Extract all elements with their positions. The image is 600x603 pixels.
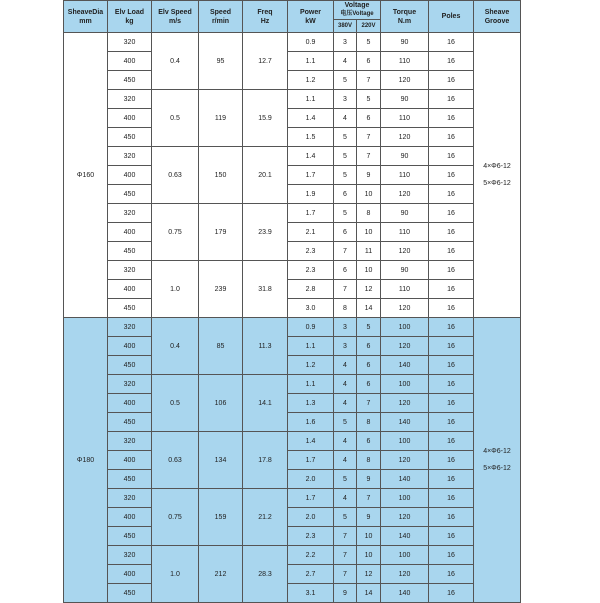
table-row <box>64 261 521 280</box>
table-row <box>64 223 521 242</box>
elv-load-cell: 450 <box>108 413 152 432</box>
table-row <box>64 356 521 375</box>
freq-cell: 12.7 <box>243 33 288 90</box>
table-header <box>64 1 521 33</box>
poles-cell: 16 <box>429 546 474 565</box>
table-row <box>64 470 521 489</box>
poles-cell: 16 <box>429 223 474 242</box>
torque-cell: 140 <box>381 356 429 375</box>
table-row <box>64 242 521 261</box>
voltage-220v-cell: 5 <box>357 90 381 109</box>
elv-load-cell: 450 <box>108 242 152 261</box>
torque-cell: 140 <box>381 470 429 489</box>
torque-cell: 110 <box>381 223 429 242</box>
elv-load-cell: 320 <box>108 489 152 508</box>
voltage-380v-cell: 5 <box>334 166 357 185</box>
freq-cell: 20.1 <box>243 147 288 204</box>
torque-cell: 90 <box>381 261 429 280</box>
speed-cell: 95 <box>199 33 243 90</box>
voltage-220v-cell: 6 <box>357 337 381 356</box>
header-torque: Torque N.m <box>381 1 429 33</box>
elv-load-cell: 400 <box>108 223 152 242</box>
elv-load-cell: 450 <box>108 470 152 489</box>
torque-cell: 90 <box>381 33 429 52</box>
voltage-380v-cell: 4 <box>334 52 357 71</box>
voltage-380v-cell: 5 <box>334 508 357 527</box>
elv-load-cell: 400 <box>108 451 152 470</box>
voltage-220v-cell: 6 <box>357 356 381 375</box>
table-row <box>64 147 521 166</box>
voltage-220v-cell: 9 <box>357 166 381 185</box>
freq-cell: 21.2 <box>243 489 288 546</box>
voltage-380v-cell: 6 <box>334 261 357 280</box>
voltage-220v-cell: 12 <box>357 280 381 299</box>
poles-cell: 16 <box>429 109 474 128</box>
header-voltage-380v: 380V <box>334 20 357 33</box>
power-cell: 1.7 <box>288 489 334 508</box>
torque-cell: 120 <box>381 451 429 470</box>
elv-load-cell: 320 <box>108 318 152 337</box>
power-cell: 1.2 <box>288 71 334 90</box>
voltage-380v-cell: 3 <box>334 318 357 337</box>
voltage-380v-cell: 4 <box>334 109 357 128</box>
torque-cell: 100 <box>381 375 429 394</box>
torque-cell: 100 <box>381 432 429 451</box>
power-cell: 1.7 <box>288 451 334 470</box>
poles-cell: 16 <box>429 451 474 470</box>
voltage-220v-cell: 14 <box>357 299 381 318</box>
torque-cell: 100 <box>381 546 429 565</box>
elv-load-cell: 450 <box>108 71 152 90</box>
voltage-220v-cell: 6 <box>357 109 381 128</box>
poles-cell: 16 <box>429 299 474 318</box>
sheave-groove-cell <box>474 33 521 318</box>
freq-cell: 28.3 <box>243 546 288 603</box>
header-elv-load: Elv Load kg <box>108 1 152 33</box>
voltage-380v-cell: 7 <box>334 527 357 546</box>
groove-line-1: 4×Φ6-12 <box>483 448 511 455</box>
voltage-220v-cell: 6 <box>357 52 381 71</box>
power-cell: 2.3 <box>288 261 334 280</box>
speed-cell: 212 <box>199 546 243 603</box>
torque-cell: 110 <box>381 166 429 185</box>
poles-cell: 16 <box>429 356 474 375</box>
torque-cell: 120 <box>381 337 429 356</box>
voltage-380v-cell: 3 <box>334 90 357 109</box>
table-row <box>64 33 521 52</box>
voltage-220v-cell: 5 <box>357 33 381 52</box>
power-cell: 3.1 <box>288 584 334 603</box>
poles-cell: 16 <box>429 90 474 109</box>
power-cell: 2.7 <box>288 565 334 584</box>
torque-cell: 120 <box>381 185 429 204</box>
elv-load-cell: 450 <box>108 299 152 318</box>
voltage-380v-cell: 5 <box>334 413 357 432</box>
table-row <box>64 432 521 451</box>
power-cell: 1.1 <box>288 90 334 109</box>
torque-cell: 90 <box>381 90 429 109</box>
poles-cell: 16 <box>429 242 474 261</box>
voltage-220v-cell: 8 <box>357 451 381 470</box>
power-cell: 1.2 <box>288 356 334 375</box>
voltage-380v-cell: 7 <box>334 242 357 261</box>
poles-cell: 16 <box>429 261 474 280</box>
power-cell: 1.6 <box>288 413 334 432</box>
voltage-220v-cell: 7 <box>357 128 381 147</box>
elv-load-cell: 450 <box>108 185 152 204</box>
elv-speed-cell: 0.75 <box>152 204 199 261</box>
poles-cell: 16 <box>429 185 474 204</box>
groove-line-1: 4×Φ6-12 <box>483 163 511 170</box>
voltage-380v-cell: 5 <box>334 71 357 90</box>
voltage-380v-cell: 7 <box>334 565 357 584</box>
voltage-380v-cell: 4 <box>334 451 357 470</box>
power-cell: 1.7 <box>288 204 334 223</box>
groove-line-2: 5×Φ6-12 <box>483 465 511 472</box>
power-cell: 2.1 <box>288 223 334 242</box>
power-cell: 2.3 <box>288 242 334 261</box>
table-row <box>64 451 521 470</box>
elv-load-cell: 400 <box>108 166 152 185</box>
voltage-220v-cell: 11 <box>357 242 381 261</box>
elv-load-cell: 320 <box>108 33 152 52</box>
speed-cell: 159 <box>199 489 243 546</box>
power-cell: 2.0 <box>288 470 334 489</box>
voltage-220v-cell: 10 <box>357 527 381 546</box>
poles-cell: 16 <box>429 375 474 394</box>
poles-cell: 16 <box>429 584 474 603</box>
power-cell: 1.5 <box>288 128 334 147</box>
freq-cell: 31.8 <box>243 261 288 318</box>
freq-cell: 14.1 <box>243 375 288 432</box>
header-poles: Poles <box>429 1 474 33</box>
voltage-220v-cell: 12 <box>357 565 381 584</box>
power-cell: 1.4 <box>288 109 334 128</box>
poles-cell: 16 <box>429 527 474 546</box>
freq-cell: 17.8 <box>243 432 288 489</box>
table-row <box>64 337 521 356</box>
voltage-220v-cell: 7 <box>357 71 381 90</box>
torque-cell: 120 <box>381 508 429 527</box>
poles-cell: 16 <box>429 489 474 508</box>
voltage-380v-cell: 7 <box>334 280 357 299</box>
power-cell: 2.0 <box>288 508 334 527</box>
power-cell: 1.3 <box>288 394 334 413</box>
table-body <box>64 33 521 603</box>
voltage-380v-cell: 3 <box>334 33 357 52</box>
voltage-380v-cell: 3 <box>334 337 357 356</box>
power-cell: 1.4 <box>288 147 334 166</box>
speed-cell: 179 <box>199 204 243 261</box>
voltage-220v-cell: 5 <box>357 318 381 337</box>
poles-cell: 16 <box>429 565 474 584</box>
torque-cell: 110 <box>381 52 429 71</box>
voltage-380v-cell: 4 <box>334 375 357 394</box>
power-cell: 0.9 <box>288 33 334 52</box>
header-sheave-dia: SheaveDia mm <box>64 1 108 33</box>
poles-cell: 16 <box>429 508 474 527</box>
header-sheave-groove: Sheave Groove <box>474 1 521 33</box>
elv-load-cell: 400 <box>108 109 152 128</box>
header-voltage: Voltage 电压Voltage <box>334 1 381 20</box>
torque-cell: 140 <box>381 413 429 432</box>
speed-cell: 106 <box>199 375 243 432</box>
sheave-dia-cell: Φ180 <box>64 318 108 603</box>
poles-cell: 16 <box>429 470 474 489</box>
header-elv-speed: Elv Speed m/s <box>152 1 199 33</box>
power-cell: 1.1 <box>288 52 334 71</box>
speed-cell: 85 <box>199 318 243 375</box>
power-cell: 2.2 <box>288 546 334 565</box>
voltage-220v-cell: 7 <box>357 394 381 413</box>
poles-cell: 16 <box>429 413 474 432</box>
table-row <box>64 413 521 432</box>
header-power: Power kW <box>288 1 334 33</box>
table-row <box>64 527 521 546</box>
elv-speed-cell: 0.5 <box>152 90 199 147</box>
voltage-380v-cell: 8 <box>334 299 357 318</box>
speed-cell: 239 <box>199 261 243 318</box>
speed-cell: 150 <box>199 147 243 204</box>
torque-cell: 110 <box>381 109 429 128</box>
table-row <box>64 546 521 565</box>
elv-load-cell: 450 <box>108 584 152 603</box>
poles-cell: 16 <box>429 394 474 413</box>
elv-load-cell: 320 <box>108 90 152 109</box>
power-cell: 1.9 <box>288 185 334 204</box>
poles-cell: 16 <box>429 128 474 147</box>
voltage-220v-cell: 6 <box>357 432 381 451</box>
torque-cell: 120 <box>381 128 429 147</box>
elv-speed-cell: 1.0 <box>152 546 199 603</box>
voltage-220v-cell: 6 <box>357 375 381 394</box>
poles-cell: 16 <box>429 52 474 71</box>
elv-load-cell: 400 <box>108 565 152 584</box>
power-cell: 1.1 <box>288 337 334 356</box>
torque-cell: 140 <box>381 527 429 546</box>
elv-load-cell: 400 <box>108 52 152 71</box>
voltage-380v-cell: 4 <box>334 356 357 375</box>
voltage-220v-cell: 9 <box>357 508 381 527</box>
table-row <box>64 185 521 204</box>
voltage-220v-cell: 9 <box>357 470 381 489</box>
table-row <box>64 166 521 185</box>
elv-load-cell: 320 <box>108 432 152 451</box>
table-row <box>64 318 521 337</box>
poles-cell: 16 <box>429 166 474 185</box>
elv-speed-cell: 0.63 <box>152 147 199 204</box>
table-row <box>64 71 521 90</box>
sheave-groove-cell <box>474 318 521 603</box>
voltage-380v-cell: 7 <box>334 546 357 565</box>
table-row <box>64 489 521 508</box>
elv-speed-cell: 0.5 <box>152 375 199 432</box>
voltage-220v-cell: 8 <box>357 204 381 223</box>
voltage-220v-cell: 14 <box>357 584 381 603</box>
power-cell: 1.7 <box>288 166 334 185</box>
voltage-380v-cell: 6 <box>334 223 357 242</box>
power-cell: 1.4 <box>288 432 334 451</box>
voltage-220v-cell: 10 <box>357 185 381 204</box>
poles-cell: 16 <box>429 280 474 299</box>
table-row <box>64 565 521 584</box>
freq-cell: 11.3 <box>243 318 288 375</box>
power-cell: 2.8 <box>288 280 334 299</box>
table-row <box>64 90 521 109</box>
table-row <box>64 508 521 527</box>
table-row <box>64 109 521 128</box>
elv-load-cell: 320 <box>108 375 152 394</box>
voltage-220v-cell: 10 <box>357 261 381 280</box>
poles-cell: 16 <box>429 71 474 90</box>
torque-cell: 90 <box>381 204 429 223</box>
elv-load-cell: 450 <box>108 527 152 546</box>
elv-load-cell: 450 <box>108 128 152 147</box>
table-row <box>64 299 521 318</box>
torque-cell: 120 <box>381 299 429 318</box>
voltage-380v-cell: 5 <box>334 128 357 147</box>
voltage-220v-cell: 10 <box>357 223 381 242</box>
voltage-380v-cell: 5 <box>334 470 357 489</box>
elv-speed-cell: 0.4 <box>152 33 199 90</box>
spec-table <box>63 0 521 603</box>
voltage-380v-cell: 4 <box>334 432 357 451</box>
table-row <box>64 280 521 299</box>
power-cell: 3.0 <box>288 299 334 318</box>
sheave-dia-cell: Φ160 <box>64 33 108 318</box>
poles-cell: 16 <box>429 33 474 52</box>
elv-load-cell: 320 <box>108 546 152 565</box>
table-row <box>64 394 521 413</box>
voltage-220v-cell: 8 <box>357 413 381 432</box>
freq-cell: 15.9 <box>243 90 288 147</box>
speed-cell: 134 <box>199 432 243 489</box>
torque-cell: 120 <box>381 565 429 584</box>
elv-speed-cell: 0.75 <box>152 489 199 546</box>
elv-load-cell: 400 <box>108 337 152 356</box>
power-cell: 1.1 <box>288 375 334 394</box>
groove-line-2: 5×Φ6-12 <box>483 180 511 187</box>
elv-speed-cell: 0.4 <box>152 318 199 375</box>
voltage-220v-cell: 7 <box>357 147 381 166</box>
torque-cell: 140 <box>381 584 429 603</box>
torque-cell: 90 <box>381 147 429 166</box>
torque-cell: 100 <box>381 489 429 508</box>
poles-cell: 16 <box>429 432 474 451</box>
torque-cell: 100 <box>381 318 429 337</box>
speed-cell: 119 <box>199 90 243 147</box>
voltage-380v-cell: 5 <box>334 204 357 223</box>
elv-load-cell: 400 <box>108 394 152 413</box>
table-row <box>64 128 521 147</box>
power-cell: 0.9 <box>288 318 334 337</box>
poles-cell: 16 <box>429 318 474 337</box>
elv-load-cell: 400 <box>108 508 152 527</box>
power-cell: 2.3 <box>288 527 334 546</box>
elv-load-cell: 400 <box>108 280 152 299</box>
voltage-380v-cell: 6 <box>334 185 357 204</box>
table-row <box>64 52 521 71</box>
voltage-380v-cell: 4 <box>334 394 357 413</box>
header-speed: Speed r/min <box>199 1 243 33</box>
elv-speed-cell: 1.0 <box>152 261 199 318</box>
table-row <box>64 204 521 223</box>
poles-cell: 16 <box>429 147 474 166</box>
voltage-380v-cell: 9 <box>334 584 357 603</box>
torque-cell: 120 <box>381 242 429 261</box>
elv-load-cell: 320 <box>108 204 152 223</box>
voltage-380v-cell: 5 <box>334 147 357 166</box>
header-voltage-220v: 220V <box>357 20 381 33</box>
poles-cell: 16 <box>429 204 474 223</box>
voltage-220v-cell: 7 <box>357 489 381 508</box>
elv-load-cell: 320 <box>108 147 152 166</box>
voltage-220v-cell: 10 <box>357 546 381 565</box>
torque-cell: 120 <box>381 394 429 413</box>
table-row <box>64 375 521 394</box>
freq-cell: 23.9 <box>243 204 288 261</box>
elv-speed-cell: 0.63 <box>152 432 199 489</box>
header-freq: Freq Hz <box>243 1 288 33</box>
torque-cell: 110 <box>381 280 429 299</box>
poles-cell: 16 <box>429 337 474 356</box>
voltage-380v-cell: 4 <box>334 489 357 508</box>
torque-cell: 120 <box>381 71 429 90</box>
elv-load-cell: 450 <box>108 356 152 375</box>
elv-load-cell: 320 <box>108 261 152 280</box>
